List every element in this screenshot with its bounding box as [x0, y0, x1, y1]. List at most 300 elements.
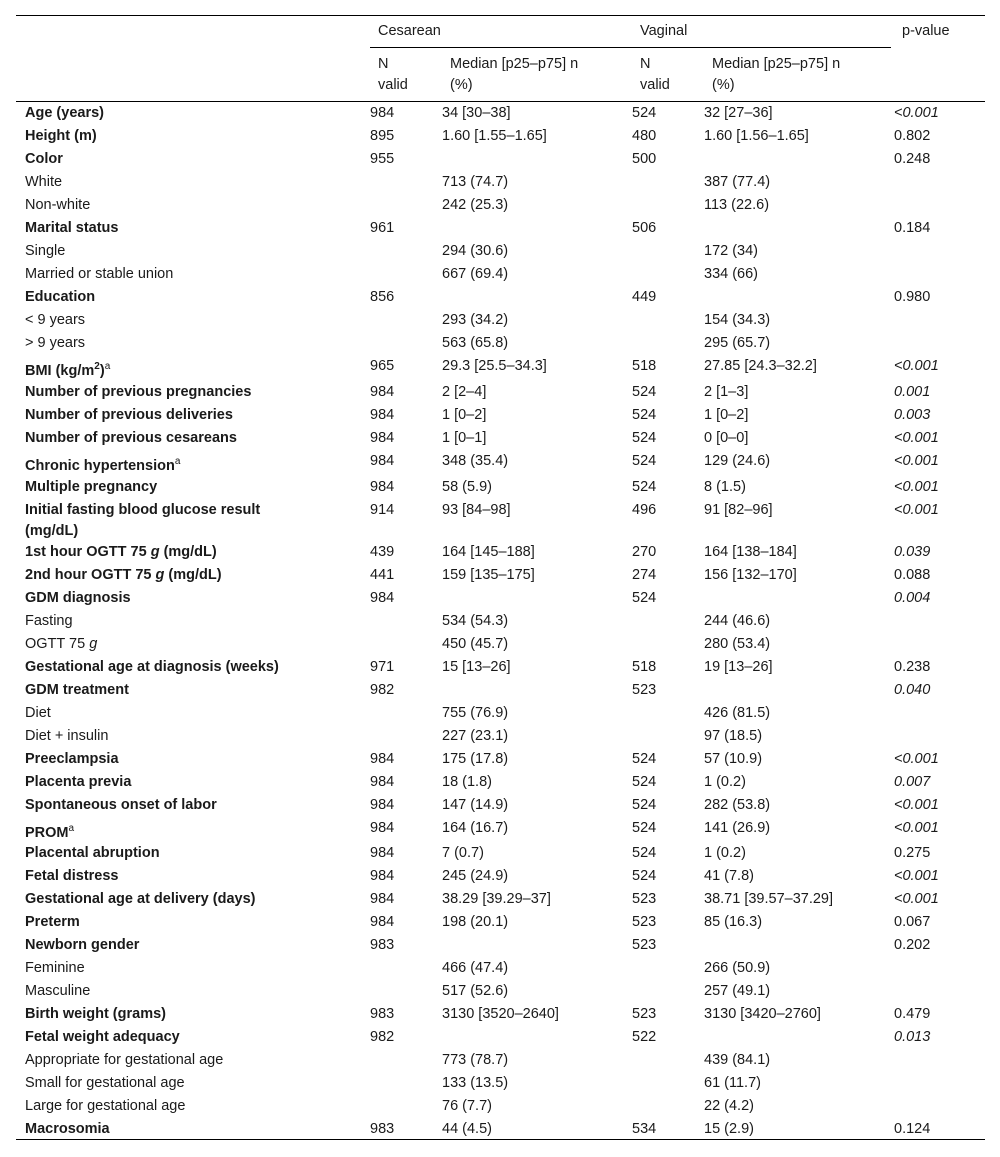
table-row: [16, 772, 985, 795]
row-label: [16, 634, 370, 657]
p-value: [894, 889, 985, 912]
row-label-text: OGTT 75: [25, 635, 90, 652]
vaginal-n-valid: 524: [632, 589, 657, 606]
cesarean-n-valid: 984: [370, 819, 395, 836]
cesarean-value: 15 [13–26]: [442, 658, 511, 675]
cesarean-n-valid: [370, 726, 442, 749]
vaginal-n-valid: 524: [632, 406, 657, 423]
table-body: [16, 103, 985, 1142]
p-value-italic: 0.039: [894, 543, 931, 560]
vaginal-value: 257 (49.1): [704, 983, 771, 1000]
row-label-text: Fetal distress: [25, 868, 119, 885]
cesarean-value: 175 (17.8): [442, 750, 509, 767]
row-label: [16, 500, 370, 542]
cesarean-value: 2 [2–4]: [442, 383, 487, 400]
vaginal-value: 19 [13–26]: [704, 658, 773, 675]
cesarean-value: 133 (13.5): [442, 1075, 509, 1092]
table-row: [16, 866, 985, 889]
vaginal-n-valid: [632, 1050, 704, 1073]
italic-unit: g: [155, 566, 165, 583]
table-row: [16, 795, 985, 818]
p-value-italic: <0.001: [894, 452, 939, 469]
median-line1: Median [p25–p75] n: [712, 56, 841, 72]
table-row: [16, 1073, 985, 1096]
row-label: [16, 726, 370, 749]
row-label-text: PROM: [25, 824, 69, 841]
table-row: [16, 195, 985, 218]
vaginal-n-valid: 500: [632, 151, 657, 167]
vaginal-value: 61 (11.7): [704, 1075, 761, 1092]
p-value: [894, 477, 985, 500]
table-row: [16, 287, 985, 310]
row-label-text: Age (years): [25, 105, 104, 121]
vaginal-value: 1 [0–2]: [704, 406, 749, 423]
vaginal-n-valid: [632, 958, 704, 981]
p-value: 0.088: [894, 566, 931, 583]
table-row: [16, 657, 985, 680]
cesarean-value: 667 (69.4): [442, 266, 509, 282]
cesarean-n-valid: 955: [370, 151, 395, 167]
row-label-text: Birth weight (grams): [25, 1006, 166, 1023]
table-row: [16, 126, 985, 149]
table-row: [16, 611, 985, 634]
cesarean-value: 245 (24.9): [442, 868, 509, 885]
row-label-text: Macrosomia: [25, 1121, 110, 1138]
row-label: [16, 772, 370, 795]
cesarean-value: [442, 287, 632, 310]
table-row: [16, 1119, 985, 1142]
row-label: [16, 477, 370, 500]
p-value-italic: <0.001: [894, 105, 939, 121]
p-value: [894, 500, 985, 542]
cesarean-n-valid: [370, 634, 442, 657]
row-label-text: Large for gestational age: [25, 1098, 186, 1115]
p-value: 0.124: [894, 1121, 931, 1138]
vaginal-n-valid: 524: [632, 478, 657, 495]
p-value: [894, 772, 985, 795]
vaginal-n-valid: 274: [632, 566, 657, 583]
row-label-text: BMI (kg/m: [25, 362, 95, 379]
vaginal-n-valid: [632, 726, 704, 749]
table-row: [16, 149, 985, 172]
row-label-text: Newborn gender: [25, 937, 140, 954]
row-label-text: GDM diagnosis: [25, 589, 131, 606]
vaginal-value: 27.85 [24.3–32.2]: [704, 358, 817, 374]
cesarean-value: [442, 680, 632, 703]
n-valid-line2: valid: [378, 77, 408, 93]
p-value: [894, 264, 985, 287]
vaginal-n-valid: 524: [632, 773, 657, 790]
row-label-text: Gestational age at delivery (days): [25, 891, 256, 908]
row-label-text: < 9 years: [25, 312, 86, 328]
vaginal-n-valid: [632, 1073, 704, 1096]
cesarean-value: 348 (35.4): [442, 452, 509, 469]
p-value: [894, 1027, 985, 1050]
n-valid-line2: valid: [640, 77, 670, 93]
p-value-italic: <0.001: [894, 358, 939, 374]
footnote-marker: a: [174, 455, 181, 467]
row-label-text: Placental abruption: [25, 845, 160, 862]
cesarean-value: [442, 1027, 632, 1050]
p-value-italic: <0.001: [894, 819, 939, 836]
footnote-marker: a: [104, 361, 111, 372]
cesarean-n-valid: 983: [370, 937, 395, 954]
row-label-text: Color: [25, 151, 63, 167]
table-row: [16, 889, 985, 912]
vaginal-value: 91 [82–96]: [704, 501, 773, 518]
cesarean-n-valid: 441: [370, 566, 395, 583]
vaginal-value: 154 (34.3): [704, 312, 771, 328]
data-table: [16, 103, 985, 1142]
row-label: [16, 981, 370, 1004]
cesarean-value: 1.60 [1.55–1.65]: [442, 128, 547, 144]
p-value: [894, 195, 985, 218]
italic-unit: g: [89, 635, 98, 652]
row-label-text: Preeclampsia: [25, 750, 119, 767]
cesarean-value: 517 (52.6): [442, 983, 509, 1000]
p-value-italic: <0.001: [894, 891, 939, 908]
vaginal-n-valid: 518: [632, 358, 657, 374]
table-row: [16, 680, 985, 703]
row-label-text: Masculine: [25, 983, 91, 1000]
cesarean-n-valid: [370, 1050, 442, 1073]
table-row: [16, 103, 985, 126]
table-row: [16, 1050, 985, 1073]
cesarean-value: 773 (78.7): [442, 1052, 509, 1069]
vaginal-n-valid: 523: [632, 891, 657, 908]
header-rule: [16, 101, 985, 102]
cesarean-value: 242 (25.3): [442, 197, 509, 213]
row-label-text: Education: [25, 289, 96, 305]
row-label-text: Placenta previa: [25, 773, 132, 790]
vaginal-n-valid: [632, 333, 704, 356]
row-label: [16, 1027, 370, 1050]
vaginal-n-valid: [632, 195, 704, 218]
p-value-italic: <0.001: [894, 478, 939, 495]
vaginal-value: 164 [138–184]: [704, 543, 797, 560]
p-value: 0.802: [894, 128, 931, 144]
cesarean-n-valid: 895: [370, 128, 395, 144]
cesarean-n-valid: [370, 264, 442, 287]
p-value-italic: <0.001: [894, 501, 939, 518]
p-value-italic: 0.003: [894, 406, 931, 423]
row-label-text: Spontaneous onset of labor: [25, 796, 217, 813]
table-row: [16, 172, 985, 195]
cesarean-value: 76 (7.7): [442, 1098, 492, 1115]
row-label-text: Preterm: [25, 914, 80, 931]
cesarean-value: 713 (74.7): [442, 174, 509, 190]
vaginal-value: 97 (18.5): [704, 727, 763, 744]
header-vaginal-n-valid: [640, 54, 670, 96]
row-label-text: Single: [25, 243, 66, 259]
p-value: 0.980: [894, 289, 931, 305]
vaginal-value: 295 (65.7): [704, 335, 771, 351]
row-label: [16, 218, 370, 241]
p-value: [894, 451, 985, 477]
row-label-text: Marital status: [25, 220, 119, 236]
row-label: [16, 356, 370, 382]
cesarean-value: 58 (5.9): [442, 478, 492, 495]
cesarean-n-valid: [370, 703, 442, 726]
vaginal-value: 1 (0.2): [704, 773, 746, 790]
cesarean-value: 1 [0–2]: [442, 406, 487, 423]
row-label: [16, 1050, 370, 1073]
table-row: [16, 726, 985, 749]
row-label-text: Feminine: [25, 960, 85, 977]
vaginal-n-valid: 496: [632, 501, 657, 518]
vaginal-value: 334 (66): [704, 266, 759, 282]
cesarean-n-valid: 983: [370, 1121, 395, 1138]
table-row: [16, 749, 985, 772]
row-label: [16, 195, 370, 218]
vaginal-n-valid: [632, 703, 704, 726]
row-label: [16, 333, 370, 356]
vaginal-value: 141 (26.9): [704, 819, 771, 836]
cesarean-n-valid: 971: [370, 658, 395, 675]
table-row: [16, 500, 985, 542]
table-row: [16, 310, 985, 333]
row-label-text: Diet: [25, 704, 51, 721]
cesarean-n-valid: 984: [370, 796, 395, 813]
p-value: [894, 405, 985, 428]
cesarean-value: 38.29 [39.29–37]: [442, 891, 551, 908]
row-label-text: Height (m): [25, 128, 97, 144]
vaginal-n-valid: 506: [632, 220, 657, 236]
table-row: [16, 818, 985, 844]
p-value: 0.184: [894, 220, 931, 236]
row-label: [16, 680, 370, 703]
median-line1: Median [p25–p75] n: [450, 56, 579, 72]
row-label: [16, 241, 370, 264]
p-value: [894, 310, 985, 333]
table-row: [16, 428, 985, 451]
cesarean-n-valid: 984: [370, 868, 395, 885]
top-rule: [16, 15, 985, 16]
p-value-italic: <0.001: [894, 796, 939, 813]
row-label: [16, 428, 370, 451]
p-value: 0.067: [894, 914, 931, 931]
table-row: [16, 542, 985, 565]
row-label-text: Chronic hypertension: [25, 457, 175, 474]
cesarean-value: 29.3 [25.5–34.3]: [442, 358, 547, 374]
cesarean-group-rule: [370, 47, 632, 48]
p-value: [894, 241, 985, 264]
table-row: [16, 218, 985, 241]
row-label: [16, 264, 370, 287]
vaginal-value: [704, 287, 894, 310]
vaginal-value: [704, 218, 894, 241]
row-label-text: Married or stable union: [25, 266, 174, 282]
cesarean-value: 93 [84–98]: [442, 501, 511, 518]
header-cesarean-median: [450, 54, 578, 96]
cesarean-n-valid: 965: [370, 358, 395, 374]
cesarean-n-valid: 982: [370, 681, 395, 698]
p-value-italic: 0.007: [894, 773, 931, 790]
row-label-suffix: (mg/dL): [164, 566, 222, 583]
row-label: [16, 749, 370, 772]
cesarean-n-valid: 984: [370, 773, 395, 790]
row-label: [16, 818, 370, 844]
row-label: [16, 1004, 370, 1027]
cesarean-n-valid: 984: [370, 891, 395, 908]
n-valid-line1: N: [640, 56, 651, 72]
cesarean-value: 3130 [3520–2640]: [442, 1006, 559, 1023]
vaginal-value: 172 (34): [704, 243, 759, 259]
row-label-text: Number of previous pregnancies: [25, 383, 252, 400]
row-label: [16, 889, 370, 912]
row-label-text: Small for gestational age: [25, 1075, 185, 1092]
cesarean-n-valid: 984: [370, 845, 395, 862]
cesarean-value: 1 [0–1]: [442, 429, 487, 446]
p-value: [894, 680, 985, 703]
p-value: [894, 703, 985, 726]
p-value-italic: 0.013: [894, 1029, 931, 1046]
row-label: [16, 565, 370, 588]
row-label: [16, 1096, 370, 1119]
cesarean-n-valid: [370, 958, 442, 981]
table-row: [16, 1004, 985, 1027]
vaginal-value: [704, 149, 894, 172]
median-line2: (%): [450, 77, 473, 93]
p-value-italic: <0.001: [894, 429, 939, 446]
cesarean-n-valid: [370, 1096, 442, 1119]
p-value: 0.202: [894, 937, 931, 954]
p-value-italic: 0.001: [894, 383, 931, 400]
cesarean-value: 18 (1.8): [442, 773, 492, 790]
cesarean-value: [442, 149, 632, 172]
vaginal-n-valid: [632, 611, 704, 634]
table-row: [16, 405, 985, 428]
vaginal-value: [704, 588, 894, 611]
median-line2: (%): [712, 77, 735, 93]
cesarean-value: 44 (4.5): [442, 1121, 492, 1138]
p-value: [894, 1096, 985, 1119]
vaginal-value: 15 (2.9): [704, 1121, 754, 1138]
row-label-text: Fetal weight adequacy: [25, 1029, 180, 1046]
cesarean-n-valid: [370, 310, 442, 333]
row-label: [16, 287, 370, 310]
vaginal-value: 266 (50.9): [704, 960, 771, 977]
row-label-text: Diet + insulin: [25, 727, 109, 744]
vaginal-n-valid: 524: [632, 819, 657, 836]
row-label: [16, 795, 370, 818]
vaginal-value: 2 [1–3]: [704, 383, 749, 400]
p-value: [894, 172, 985, 195]
vaginal-value: 244 (46.6): [704, 612, 771, 629]
cesarean-n-valid: 984: [370, 429, 395, 446]
vaginal-value: 41 (7.8): [704, 868, 754, 885]
table-row: [16, 634, 985, 657]
cesarean-n-valid: 984: [370, 383, 395, 400]
cesarean-value: 147 (14.9): [442, 796, 509, 813]
vaginal-value: 282 (53.8): [704, 796, 771, 813]
p-value: [894, 1073, 985, 1096]
row-label: [16, 611, 370, 634]
table-row: [16, 1027, 985, 1050]
cesarean-value: [442, 218, 632, 241]
vaginal-value: 0 [0–0]: [704, 429, 749, 446]
row-label: [16, 149, 370, 172]
vaginal-value: 113 (22.6): [704, 197, 770, 213]
row-label-text: Non-white: [25, 197, 91, 213]
row-label: [16, 451, 370, 477]
p-value: [894, 382, 985, 405]
p-value: [894, 542, 985, 565]
cesarean-n-valid: 984: [370, 478, 395, 495]
cesarean-n-valid: 914: [370, 501, 395, 518]
row-label: [16, 935, 370, 958]
p-value: [894, 866, 985, 889]
vaginal-value: 8 (1.5): [704, 478, 746, 495]
cesarean-value: 34 [30–38]: [442, 105, 511, 121]
row-label-text: Number of previous deliveries: [25, 406, 233, 423]
table-row: [16, 264, 985, 287]
row-label: [16, 310, 370, 333]
p-value: [894, 818, 985, 844]
cesarean-value: 198 (20.1): [442, 914, 509, 931]
vaginal-n-valid: 523: [632, 937, 657, 954]
header-cesarean-n-valid: [378, 54, 408, 96]
vaginal-value: 156 [132–170]: [704, 566, 797, 583]
row-label-suffix: ): [99, 362, 105, 379]
cesarean-n-valid: [370, 981, 442, 1004]
table-row: [16, 843, 985, 866]
row-label-text: GDM treatment: [25, 681, 129, 698]
table-row: [16, 382, 985, 405]
vaginal-n-valid: [632, 634, 704, 657]
table-row: [16, 333, 985, 356]
row-label-text: Multiple pregnancy: [25, 478, 158, 495]
row-label: [16, 958, 370, 981]
cesarean-value: [442, 588, 632, 611]
table-row: [16, 565, 985, 588]
cesarean-n-valid: [370, 611, 442, 634]
row-label: [16, 866, 370, 889]
cesarean-value: 450 (45.7): [442, 635, 509, 652]
cesarean-n-valid: 856: [370, 289, 395, 305]
row-label: [16, 382, 370, 405]
vaginal-value: 439 (84.1): [704, 1052, 771, 1069]
vaginal-value: 129 (24.6): [704, 452, 771, 469]
row-label: [16, 126, 370, 149]
cesarean-value: 755 (76.9): [442, 704, 509, 721]
vaginal-n-valid: 524: [632, 429, 657, 446]
p-value-italic: <0.001: [894, 868, 939, 885]
footnote-marker: a: [68, 822, 75, 834]
row-label-text: > 9 years: [25, 335, 86, 351]
table-row: [16, 912, 985, 935]
cesarean-n-valid: 983: [370, 1006, 395, 1023]
cesarean-n-valid: 984: [370, 452, 395, 469]
cesarean-n-valid: 984: [370, 589, 395, 606]
vaginal-n-valid: [632, 1096, 704, 1119]
table-row: [16, 356, 985, 382]
table-row: [16, 703, 985, 726]
row-label: [16, 588, 370, 611]
row-label: [16, 912, 370, 935]
vaginal-n-valid: 524: [632, 452, 657, 469]
p-value: [894, 588, 985, 611]
p-value: [894, 428, 985, 451]
vaginal-n-valid: [632, 981, 704, 1004]
row-label-text: Appropriate for gestational age: [25, 1052, 224, 1069]
cesarean-value: [442, 935, 632, 958]
row-label: [16, 1119, 370, 1142]
row-label-text: Gestational age at diagnosis (weeks): [25, 658, 279, 675]
vaginal-value: [704, 1027, 894, 1050]
n-valid-line1: N: [378, 56, 389, 72]
row-label-text: 1st hour OGTT 75: [25, 543, 151, 560]
